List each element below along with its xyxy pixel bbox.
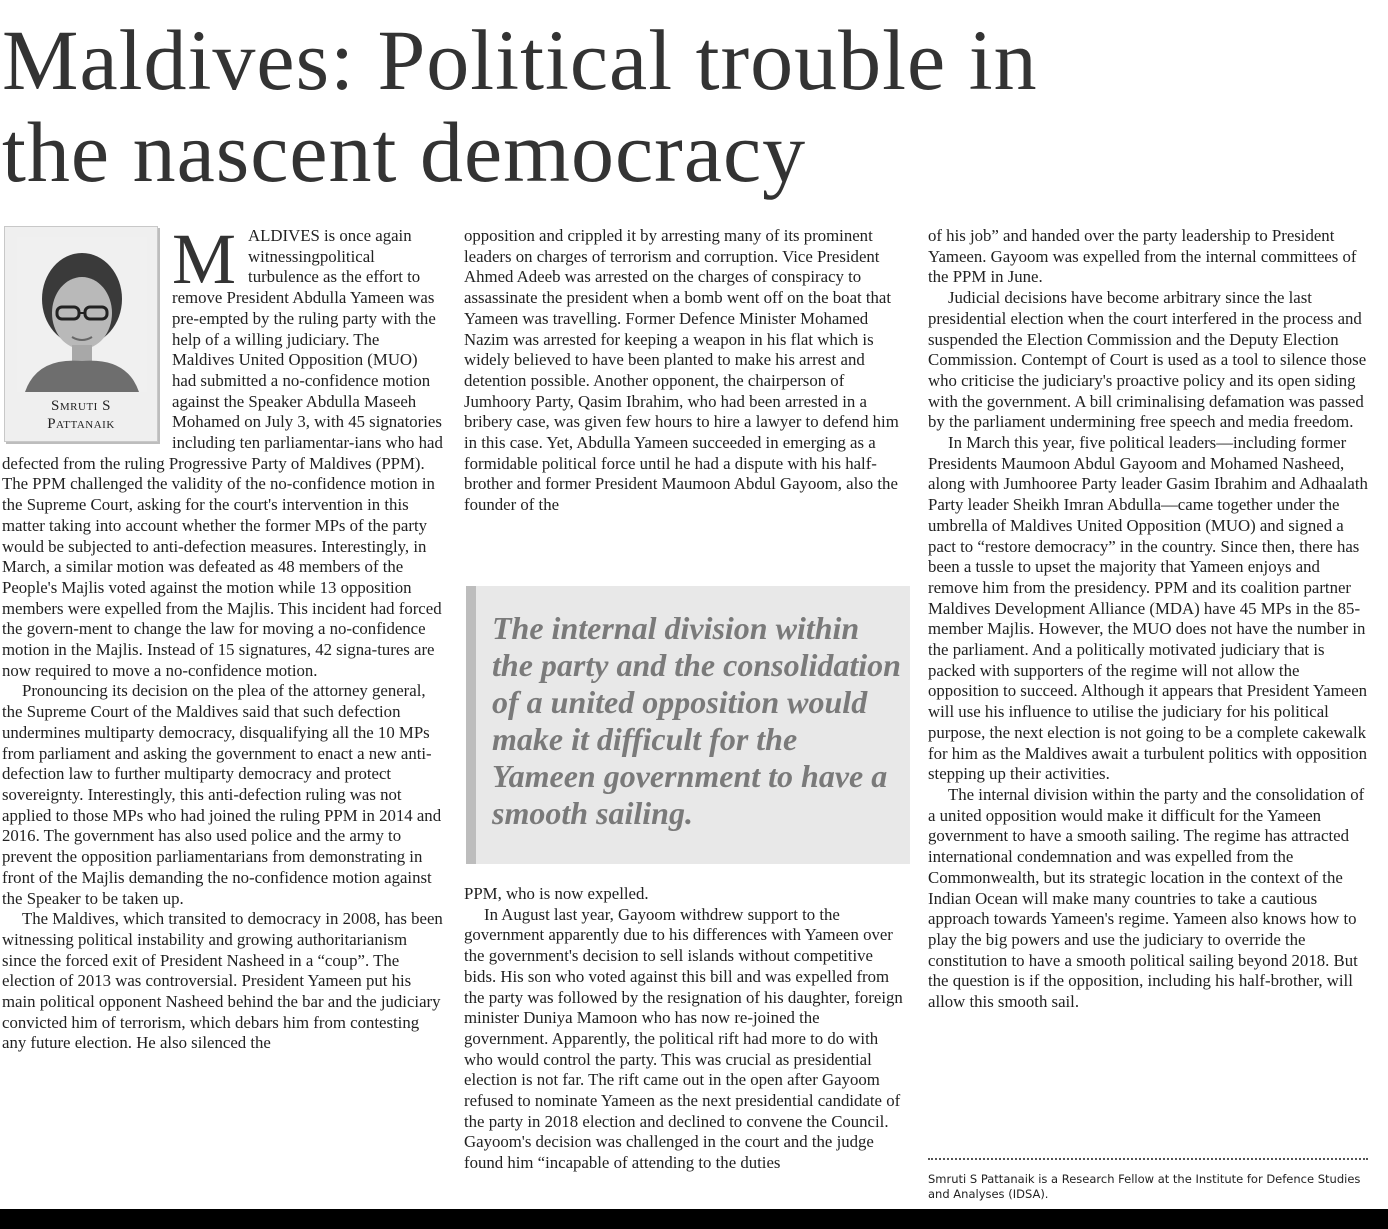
paragraph: Judicial decisions have become arbitrary since the last presidential election when the court interfered in the process and suspended the Election Commission and the Deputy Election Commission. Contempt of Court is used as a tool to silence those who criticise the judiciary's proactive policy and its open siding with the government. A bill criminalising defamation was passed by the parliament undermining free speech and media freedom. — [928, 288, 1367, 432]
author-portrait-icon — [17, 237, 147, 392]
drop-cap: M — [172, 219, 237, 299]
article-column-3 — [928, 226, 1370, 1013]
bottom-black-bar — [0, 1209, 1388, 1229]
headline-line-2: the nascent democracy — [2, 104, 807, 200]
article-column-1 — [2, 219, 444, 1054]
author-photo-box — [4, 226, 158, 442]
paragraph: The Maldives, which transited to democracy in 2008, has been witnessing political instability and growing authoritarianism since the forced exit of President Nasheed in a “coup”. The election of 2013 was controversial. President Yameen put his main political opponent Nasheed behind the bar and the judiciary convicted him of terrorism, which debars him from contesting any future election. He also silenced the — [2, 909, 443, 1053]
byline-last: Pattanaik — [47, 416, 115, 432]
paragraph-text: ALDIVES is once again witnessingpolitical turbulence as the effort to remove President Abdulla Yameen was pre-empted by the ruling party with the help of a willing judiciary. The Maldives United Opposition (MUO) had submitted a no-confidence motion against the Speaker Abdulla Maseeh Mohamed on July 3, with 45 signatories including ten parliamentar-ians who had defected from the ruling Progressive Party of Maldives (PPM). The PPM challenged the validity of the no-confidence motion in the Supreme Court, asking for the court's intervention in this matter taking into account whether the former MPs of the party would be subjected to anti-defection measures. Interestingly, in March, a similar motion was defeated as 48 members of the People's Majlis voted against the motion while 13 opposition members were expelled from the Majlis. This incident had forced the govern-ment to change the law for moving a no-confidence motion in the Majlis. Instead of 15 signatures, 42 signa-tures are now required to move a no-confidence motion. — [2, 226, 443, 680]
byline-first: Smruti S — [51, 398, 111, 414]
paragraph: of his job” and handed over the party leadership to President Yameen. Gayoom was expelled from the internal committees of the PPM in June. — [928, 226, 1357, 287]
paragraph: In March this year, five political leaders—including former Presidents Maumoon Abdul Gayoom and Mohamed Nasheed, along with Jumhooree Party leader Gasim Ibrahim and Adhaalath Party leader Sheikh Imran Abdulla—came together under the umbrella of Maldives United Opposition (MUO) and signed a pact to “restore democracy” in the country. Since then, there has been a tussle to upset the majority that Yameen enjoys and remove him from the presidency. PPM and its coalition partner Maldives Development Alliance (MDA) have 45 MPs in the 85-member Majlis. However, the MUO does not have the number in the parliament. And a politically motivated judiciary that is packed with supporters of the regime will not allow the opposition to succeed. Although it appears that President Yameen will use his influence to utilise the judiciary for his political purpose, the next election is not going to be a complete cakewalk for him as the Maldives await a turbulent politics with opposition stepping up their activities. — [928, 433, 1368, 784]
article-column-2-continued — [464, 884, 908, 1174]
author-note: Smruti S Pattanaik is a Research Fellow at the Institute for Defence Studies and Analyses (IDSA). — [928, 1172, 1361, 1201]
paragraph: In August last year, Gayoom withdrew support to the government apparently due to his differences with Yameen over the government's decision to sell islands without competitive bids. His son who voted against this bill and was expelled from the party was followed by the resignation of his daughter, foreign minister Duniya Mamoon who has now re-joined the government. Apparently, the political rift had more to do with who would control the party. This was crucial as presidential election is not far. The rift came out in the open after Gayoom refused to nominate Yameen as the next presidential candidate of the party in 2018 election and declined to convene the Council. Gayoom's decision was challenged in the court and the judge found him “incapable of attending to the duties — [464, 904, 903, 1173]
paragraph: Pronouncing its decision on the plea of the attorney general, the Supreme Court of the Maldives said that such defection undermines multiparty democracy, disqualifying all the 10 MPs from parliament and asking the government to enact a new anti-defection law to further multiparty democracy and protect sovereignty. Interestingly, this anti-defection ruling was not applied to those MPs who had joined the ruling PPM in 2014 and 2016. The government has also used police and the army to prevent the opposition parliamentarians from demonstrating in front of the Majlis demanding the no-confidence motion against the Speaker to be taken up. — [2, 681, 442, 908]
author-byline — [5, 397, 157, 433]
headline-line-1: Maldives: Political trouble in — [2, 12, 1038, 108]
paragraph: PPM, who is now expelled. — [464, 884, 649, 903]
paragraph: The internal division within the party and the consolidation of a united opposition would make it difficult for the Yameen government to have a smooth sailing. The regime has attracted international condemnation and was expelled from the Commonwealth, but its strategic location in the context of the Indian Ocean will make many countries to take a cautious approach towards Yameen's regime. Yameen also knows how to play the big powers and use the judiciary to override the constitution to have a smooth political sailing beyond 2018. But the question is if the opposition, including his half-brother, will allow this smooth sail. — [928, 784, 1365, 1012]
pull-quote-text: The internal division within the party and the consolidation of a united opposition would make it difficult for the Yameen government to have a smooth sailing. — [492, 610, 901, 831]
paragraph: opposition and crippled it by arresting many of its prominent leaders on charges of terrorism and corruption. Vice President Ahmed Adeeb was arrested on the charges of conspiracy to assassinate the president when a bomb went off on the boat that Yameen was travelling. Former Defence Minister Mohamed Nazim was arrested for keeping a weapon in his flat which is widely believed to have been planted to make his arrest and detention possible. Another opponent, the chairperson of Jumhoory Party, Qasim Ibrahim, who had been arrested in a bribery case, was given few hours to hire a lawyer to defend him in this case. Yet, Abdulla Yameen succeeded in emerging as a formidable political force until he had a dispute with his half-brother and former President Maumoon Abdul Gayoom, also the founder of the — [464, 226, 899, 515]
article-column-2 — [464, 226, 908, 516]
headline — [2, 14, 1382, 198]
dotted-divider — [928, 1158, 1368, 1160]
pull-quote — [466, 586, 910, 864]
